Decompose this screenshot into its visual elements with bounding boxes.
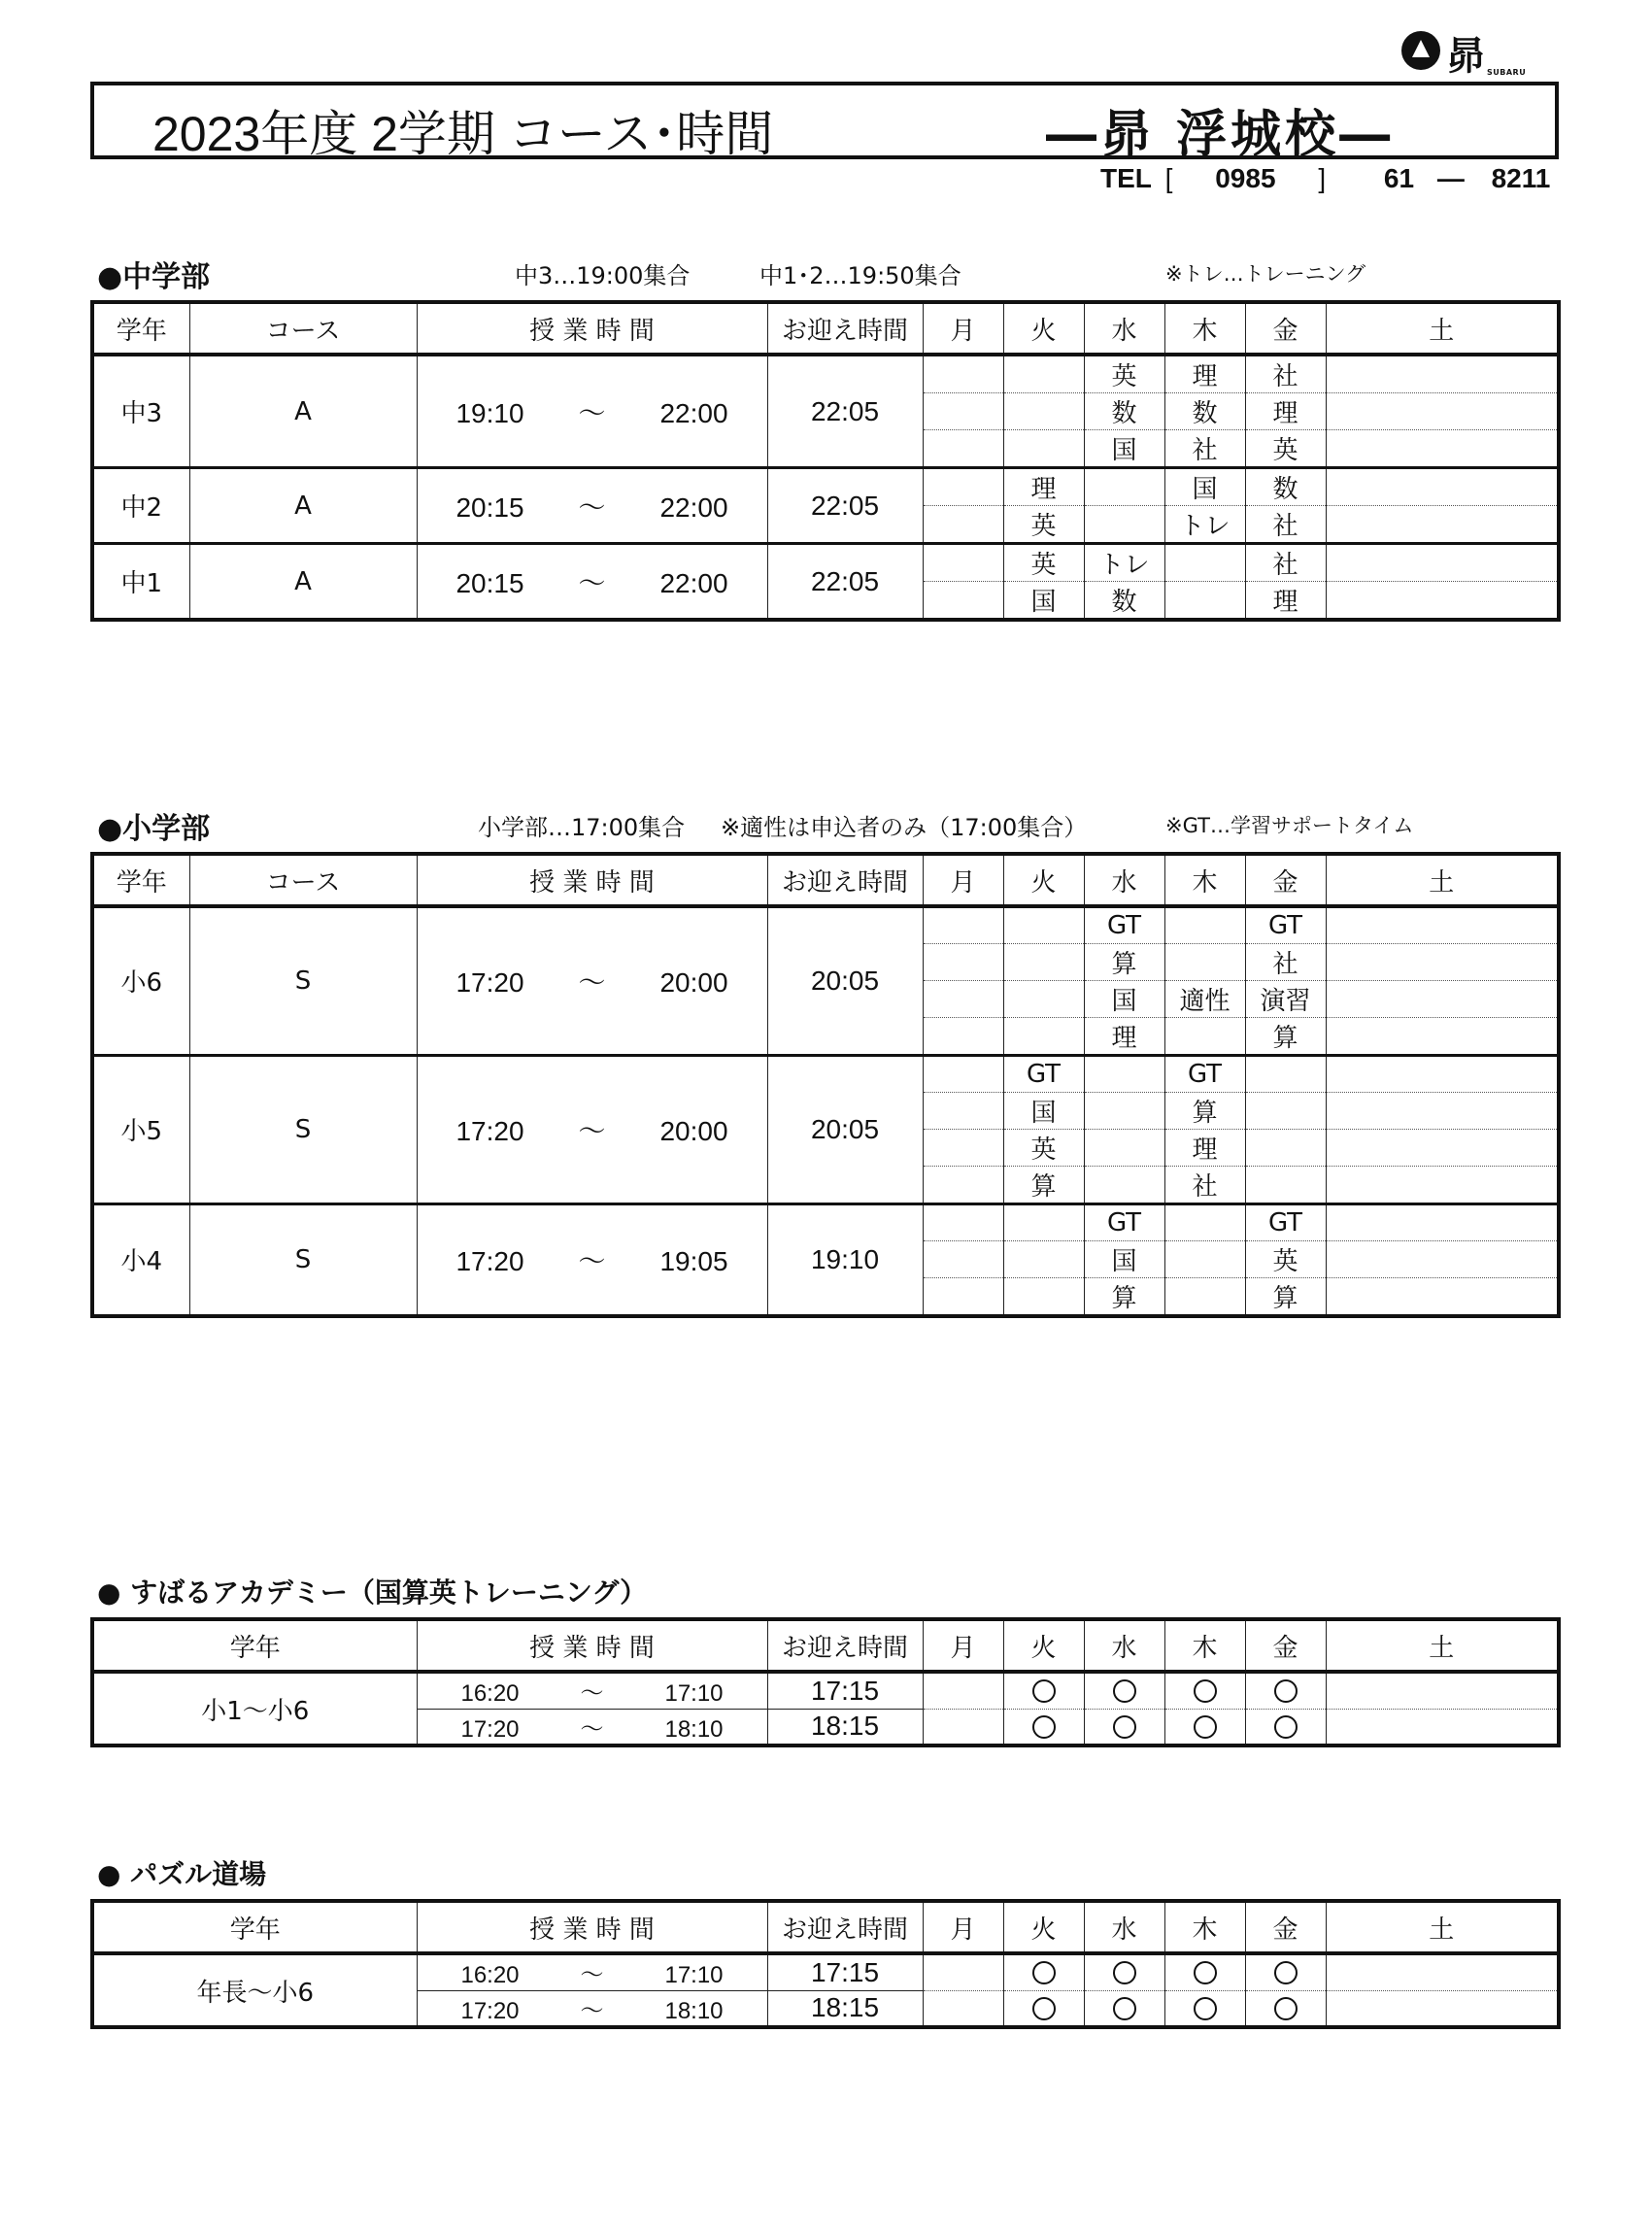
header-time: 授 業 時 間: [417, 302, 767, 355]
class-time: [417, 544, 767, 621]
grade-cell: 中2: [92, 468, 189, 544]
subject-cell: [1003, 980, 1084, 1017]
end-time: 18:10: [664, 1997, 724, 2024]
subject-cell: [923, 1017, 1003, 1055]
header-day: 水: [1084, 854, 1164, 906]
day-cell: [1084, 1953, 1164, 1990]
course-cell: A: [189, 355, 417, 468]
class-time: [417, 355, 767, 468]
subject-cell: [923, 1277, 1003, 1316]
subject-cell: [1326, 430, 1559, 468]
logo-name: 昴: [1446, 33, 1483, 79]
course-cell: S: [189, 1055, 417, 1203]
academy-schedule-table: [90, 1617, 1561, 1747]
circle-mark-icon: [1113, 1997, 1136, 2020]
start-time: 20:15: [455, 491, 524, 523]
subject-cell: [1164, 943, 1245, 980]
header-day: 土: [1326, 854, 1559, 906]
subject-cell: 算: [1084, 943, 1164, 980]
day-cell: [1003, 1953, 1084, 1990]
subject-cell: 英: [1003, 544, 1084, 582]
course-cell: S: [189, 1203, 417, 1316]
class-time: [417, 1055, 767, 1203]
circle-mark-icon: [1194, 1679, 1217, 1703]
start-time: 19:10: [455, 397, 524, 428]
header-grade: 学年: [92, 302, 189, 355]
subject-cell: [1164, 1203, 1245, 1240]
time-separator: ～: [580, 1962, 604, 1989]
day-cell: [1084, 1990, 1164, 2027]
course-cell: A: [189, 544, 417, 621]
academy-section-title: ● すばるアカデミー（国算英トレーニング）: [97, 1576, 648, 1609]
header-day: 火: [1003, 854, 1084, 906]
subject-cell: [1164, 1017, 1245, 1055]
subject-cell: トレ: [1084, 544, 1164, 582]
circle-mark-icon: [1274, 1961, 1298, 1984]
subaru-logo: [1401, 29, 1547, 84]
start-time: 17:20: [460, 1997, 520, 2024]
header-day: 木: [1164, 1901, 1245, 1953]
time-separator: ～: [578, 966, 606, 998]
day-cell: [923, 1990, 1003, 2027]
circle-mark-icon: [1274, 1679, 1298, 1703]
pickup-time: 22:05: [767, 544, 923, 621]
table-header-row: [92, 1619, 1559, 1672]
junior-note-1: 中3…19:00集合: [515, 262, 691, 289]
header-day: 火: [1003, 302, 1084, 355]
day-cell: [1245, 1672, 1326, 1709]
subject-cell: [1084, 1166, 1164, 1203]
day-cell: [923, 1709, 1003, 1746]
tel-mid: 61: [1383, 163, 1415, 193]
subject-cell: [1245, 1166, 1326, 1203]
subject-cell: 理: [1164, 355, 1245, 393]
subject-cell: [923, 506, 1003, 544]
elementary-schedule-table: [90, 852, 1561, 1318]
subject-cell: 社: [1245, 506, 1326, 544]
subject-cell: 算: [1084, 1277, 1164, 1316]
header-day: 月: [923, 854, 1003, 906]
elementary-note-2: ※適性は申込者のみ（17:00集合）: [721, 814, 1088, 841]
subject-cell: 社: [1164, 430, 1245, 468]
subject-cell: [1003, 1017, 1084, 1055]
subject-cell: [1326, 544, 1559, 582]
subject-cell: 国: [1084, 430, 1164, 468]
table-row: [92, 544, 1559, 582]
header-grade: 学年: [92, 1901, 417, 1953]
day-cell: [1084, 1709, 1164, 1746]
end-time: 22:00: [659, 397, 728, 428]
end-time: 20:00: [659, 1115, 728, 1146]
day-cell: [1326, 1709, 1559, 1746]
subject-cell: 国: [1003, 582, 1084, 621]
school-name: ―昴 浮城校―: [1046, 106, 1395, 164]
day-cell: [1326, 1672, 1559, 1709]
circle-mark-icon: [1032, 1997, 1056, 2020]
subject-cell: 数: [1164, 393, 1245, 430]
start-time: 17:20: [455, 1245, 524, 1276]
time-separator: ～: [578, 567, 606, 598]
header-day: 土: [1326, 1901, 1559, 1953]
class-time: [417, 1203, 767, 1316]
end-time: 22:00: [659, 491, 728, 523]
class-time: [417, 1672, 767, 1709]
circle-mark-icon: [1113, 1679, 1136, 1703]
header-day: 土: [1326, 1619, 1559, 1672]
header-day: 木: [1164, 854, 1245, 906]
circle-mark-icon: [1113, 1961, 1136, 1984]
end-time: 18:10: [664, 1715, 724, 1743]
table-header-row: [92, 302, 1559, 355]
start-time: 16:20: [460, 1680, 520, 1708]
header-day: 月: [923, 1619, 1003, 1672]
time-separator: ～: [580, 1680, 604, 1708]
header-day: 金: [1245, 302, 1326, 355]
header-grade: 学年: [92, 854, 189, 906]
header-day: 月: [923, 302, 1003, 355]
day-cell: [1326, 1990, 1559, 2027]
circle-mark-icon: [1274, 1997, 1298, 2020]
header-day: 土: [1326, 302, 1559, 355]
header-day: 火: [1003, 1901, 1084, 1953]
day-cell: [1245, 1709, 1326, 1746]
subject-cell: [1084, 468, 1164, 506]
junior-note-2: 中1･2…19:50集合: [759, 262, 961, 289]
day-cell: [1003, 1990, 1084, 2027]
subject-cell: GT: [1084, 906, 1164, 943]
subject-cell: 英: [1084, 355, 1164, 393]
subject-cell: [1003, 1277, 1084, 1316]
subject-cell: [1245, 1129, 1326, 1166]
subject-cell: [1003, 393, 1084, 430]
pickup-time: 22:05: [767, 468, 923, 544]
day-cell: [1326, 1953, 1559, 1990]
circle-mark-icon: [1032, 1961, 1056, 1984]
subject-cell: [1003, 906, 1084, 943]
day-cell: [1245, 1990, 1326, 2027]
subject-cell: 理: [1164, 1129, 1245, 1166]
subject-cell: 英: [1245, 430, 1326, 468]
header-day: 金: [1245, 1619, 1326, 1672]
elementary-section-title: ●小学部: [97, 812, 211, 846]
subject-cell: [1326, 906, 1559, 943]
pickup-time: 22:05: [767, 355, 923, 468]
subject-cell: [1245, 1092, 1326, 1129]
subject-cell: [923, 1092, 1003, 1129]
circle-mark-icon: [1274, 1715, 1298, 1739]
header-grade: 学年: [92, 1619, 417, 1672]
subject-cell: [923, 430, 1003, 468]
subject-cell: GT: [1245, 906, 1326, 943]
subject-cell: 国: [1003, 1092, 1084, 1129]
subject-cell: [1164, 1240, 1245, 1277]
header-pickup: お迎え時間: [767, 1619, 923, 1672]
course-cell: A: [189, 468, 417, 544]
header-day: 月: [923, 1901, 1003, 1953]
circle-mark-icon: [1194, 1715, 1217, 1739]
subject-cell: [1245, 1055, 1326, 1092]
subject-cell: [923, 355, 1003, 393]
table-header-row: [92, 854, 1559, 906]
pickup-time: 20:05: [767, 1055, 923, 1203]
circle-mark-icon: [1194, 1961, 1217, 1984]
subject-cell: [923, 943, 1003, 980]
time-separator: ～: [578, 491, 606, 523]
day-cell: [1003, 1709, 1084, 1746]
subject-cell: [923, 468, 1003, 506]
subject-cell: 理: [1245, 582, 1326, 621]
header-time: 授 業 時 間: [417, 1619, 767, 1672]
table-row: [92, 1953, 1559, 1990]
subject-cell: [923, 906, 1003, 943]
subject-cell: [1326, 1055, 1559, 1092]
header-time: 授 業 時 間: [417, 854, 767, 906]
pickup-time: 20:05: [767, 906, 923, 1055]
grade-cell: 中1: [92, 544, 189, 621]
subject-cell: [1326, 980, 1559, 1017]
header-course: コース: [189, 302, 417, 355]
subject-cell: [1326, 1277, 1559, 1316]
grade-cell: 中3: [92, 355, 189, 468]
day-cell: [923, 1672, 1003, 1709]
day-cell: [1003, 1672, 1084, 1709]
pickup-time: 17:15: [767, 1953, 923, 1990]
grade-cell: 年長～小6: [92, 1953, 417, 2027]
subject-cell: 国: [1084, 1240, 1164, 1277]
table-row: [92, 468, 1559, 506]
circle-mark-icon: [1113, 1715, 1136, 1739]
subject-cell: 数: [1245, 468, 1326, 506]
grade-cell: 小6: [92, 906, 189, 1055]
table-header-row: [92, 1901, 1559, 1953]
page-header: [90, 82, 1559, 164]
time-separator: ～: [580, 1715, 604, 1743]
start-time: 16:20: [460, 1962, 520, 1989]
subject-cell: [1003, 943, 1084, 980]
elementary-note-3: ※GT…学習サポートタイム: [1165, 814, 1414, 837]
page-title: 2023年度 2学期 コース･時間: [152, 107, 774, 161]
subject-cell: 英: [1003, 506, 1084, 544]
logo-subtitle: SUBARU: [1487, 68, 1527, 77]
header-day: 金: [1245, 854, 1326, 906]
header-pickup: お迎え時間: [767, 302, 923, 355]
end-time: 17:10: [664, 1962, 724, 1989]
table-row: [92, 1203, 1559, 1240]
class-time: [417, 468, 767, 544]
elementary-note-1: 小学部…17:00集合: [478, 814, 686, 841]
grade-cell: 小5: [92, 1055, 189, 1203]
tel-label: TEL: [1100, 163, 1152, 193]
puzzle-schedule-table: [90, 1899, 1561, 2029]
subject-cell: 社: [1245, 544, 1326, 582]
subject-cell: [1084, 1055, 1164, 1092]
class-time: [417, 1990, 767, 2027]
time-separator: ～: [580, 1997, 604, 2024]
start-time: 17:20: [455, 1115, 524, 1146]
subject-cell: [1084, 1092, 1164, 1129]
subject-cell: 理: [1245, 393, 1326, 430]
day-cell: [1164, 1672, 1245, 1709]
table-row: [92, 355, 1559, 393]
subject-cell: 理: [1084, 1017, 1164, 1055]
subject-cell: 数: [1084, 393, 1164, 430]
subject-cell: [1003, 430, 1084, 468]
pickup-time: 19:10: [767, 1203, 923, 1316]
subject-cell: GT: [1003, 1055, 1084, 1092]
end-time: 17:10: [664, 1680, 724, 1708]
subject-cell: [1084, 1129, 1164, 1166]
subject-cell: [1003, 1240, 1084, 1277]
day-cell: [923, 1953, 1003, 1990]
header-day: 金: [1245, 1901, 1326, 1953]
header-time: 授 業 時 間: [417, 1901, 767, 1953]
header-day: 火: [1003, 1619, 1084, 1672]
start-time: 20:15: [455, 567, 524, 598]
subject-cell: [1326, 468, 1559, 506]
pickup-time: 18:15: [767, 1709, 923, 1746]
header-day: 水: [1084, 1619, 1164, 1672]
day-cell: [1084, 1672, 1164, 1709]
subject-cell: [923, 1055, 1003, 1092]
table-row: [92, 1055, 1559, 1092]
subject-cell: 社: [1164, 1166, 1245, 1203]
pickup-time: 17:15: [767, 1672, 923, 1709]
time-separator: ～: [578, 1115, 606, 1146]
day-cell: [1164, 1953, 1245, 1990]
subject-cell: [923, 1240, 1003, 1277]
class-time: [417, 906, 767, 1055]
circle-mark-icon: [1032, 1679, 1056, 1703]
telephone: TEL [ 0985 ] 61 ― 8211: [1100, 163, 1551, 193]
subject-cell: [923, 1129, 1003, 1166]
header-day: 木: [1164, 1619, 1245, 1672]
end-time: 22:00: [659, 567, 728, 598]
class-time: [417, 1709, 767, 1746]
tel-area: 0985: [1215, 163, 1276, 193]
start-time: 17:20: [455, 966, 524, 998]
subject-cell: [1003, 355, 1084, 393]
subject-cell: 算: [1245, 1277, 1326, 1316]
circle-mark-icon: [1194, 1997, 1217, 2020]
subject-cell: 数: [1084, 582, 1164, 621]
subject-cell: 適性: [1164, 980, 1245, 1017]
tel-last: 8211: [1491, 163, 1551, 193]
subject-cell: 算: [1003, 1166, 1084, 1203]
subject-cell: [1164, 582, 1245, 621]
subject-cell: [1326, 1166, 1559, 1203]
subject-cell: [1164, 906, 1245, 943]
subject-cell: [1326, 1240, 1559, 1277]
junior-section-title: ●中学部: [97, 260, 211, 294]
subject-cell: [1326, 1129, 1559, 1166]
subject-cell: 英: [1245, 1240, 1326, 1277]
subject-cell: [923, 1203, 1003, 1240]
puzzle-section-title: ● パズル道場: [97, 1858, 267, 1890]
subject-cell: [1326, 506, 1559, 544]
subject-cell: 算: [1164, 1092, 1245, 1129]
grade-cell: 小4: [92, 1203, 189, 1316]
header-day: 水: [1084, 302, 1164, 355]
subject-cell: [1003, 1203, 1084, 1240]
subject-cell: GT: [1164, 1055, 1245, 1092]
subject-cell: 国: [1164, 468, 1245, 506]
time-separator: ～: [578, 397, 606, 428]
tel-dash: ―: [1436, 163, 1465, 193]
subject-cell: [923, 544, 1003, 582]
subject-cell: [923, 393, 1003, 430]
time-separator: ～: [578, 1245, 606, 1276]
circle-mark-icon: [1032, 1715, 1056, 1739]
header-day: 木: [1164, 302, 1245, 355]
subject-cell: [1326, 1203, 1559, 1240]
end-time: 19:05: [659, 1245, 728, 1276]
day-cell: [1245, 1953, 1326, 1990]
junior-schedule-table: [90, 300, 1561, 622]
subject-cell: [923, 980, 1003, 1017]
table-row: [92, 1672, 1559, 1709]
header-day: 水: [1084, 1901, 1164, 1953]
header-course: コース: [189, 854, 417, 906]
subject-cell: 英: [1003, 1129, 1084, 1166]
day-cell: [1164, 1709, 1245, 1746]
header-pickup: お迎え時間: [767, 1901, 923, 1953]
class-time: [417, 1953, 767, 1990]
subject-cell: [1326, 582, 1559, 621]
logo-emblem-icon: [1401, 31, 1440, 70]
start-time: 17:20: [460, 1715, 520, 1743]
subject-cell: 社: [1245, 355, 1326, 393]
day-cell: [1164, 1990, 1245, 2027]
table-row: [92, 906, 1559, 943]
subject-cell: [1084, 506, 1164, 544]
pickup-time: 18:15: [767, 1990, 923, 2027]
course-cell: S: [189, 906, 417, 1055]
subject-cell: [1326, 1092, 1559, 1129]
subject-cell: [1326, 1017, 1559, 1055]
subject-cell: [1326, 355, 1559, 393]
subject-cell: 演習: [1245, 980, 1326, 1017]
subject-cell: 社: [1245, 943, 1326, 980]
subject-cell: 国: [1084, 980, 1164, 1017]
subject-cell: [1164, 1277, 1245, 1316]
end-time: 20:00: [659, 966, 728, 998]
subject-cell: GT: [1245, 1203, 1326, 1240]
header-pickup: お迎え時間: [767, 854, 923, 906]
subject-cell: [1164, 544, 1245, 582]
subject-cell: [1326, 393, 1559, 430]
subject-cell: [923, 582, 1003, 621]
subject-cell: GT: [1084, 1203, 1164, 1240]
subject-cell: [1326, 943, 1559, 980]
subject-cell: 理: [1003, 468, 1084, 506]
subject-cell: トレ: [1164, 506, 1245, 544]
junior-note-3: ※トレ…トレーニング: [1165, 262, 1366, 286]
grade-cell: 小1～小6: [92, 1672, 417, 1746]
subject-cell: [923, 1166, 1003, 1203]
subject-cell: 算: [1245, 1017, 1326, 1055]
